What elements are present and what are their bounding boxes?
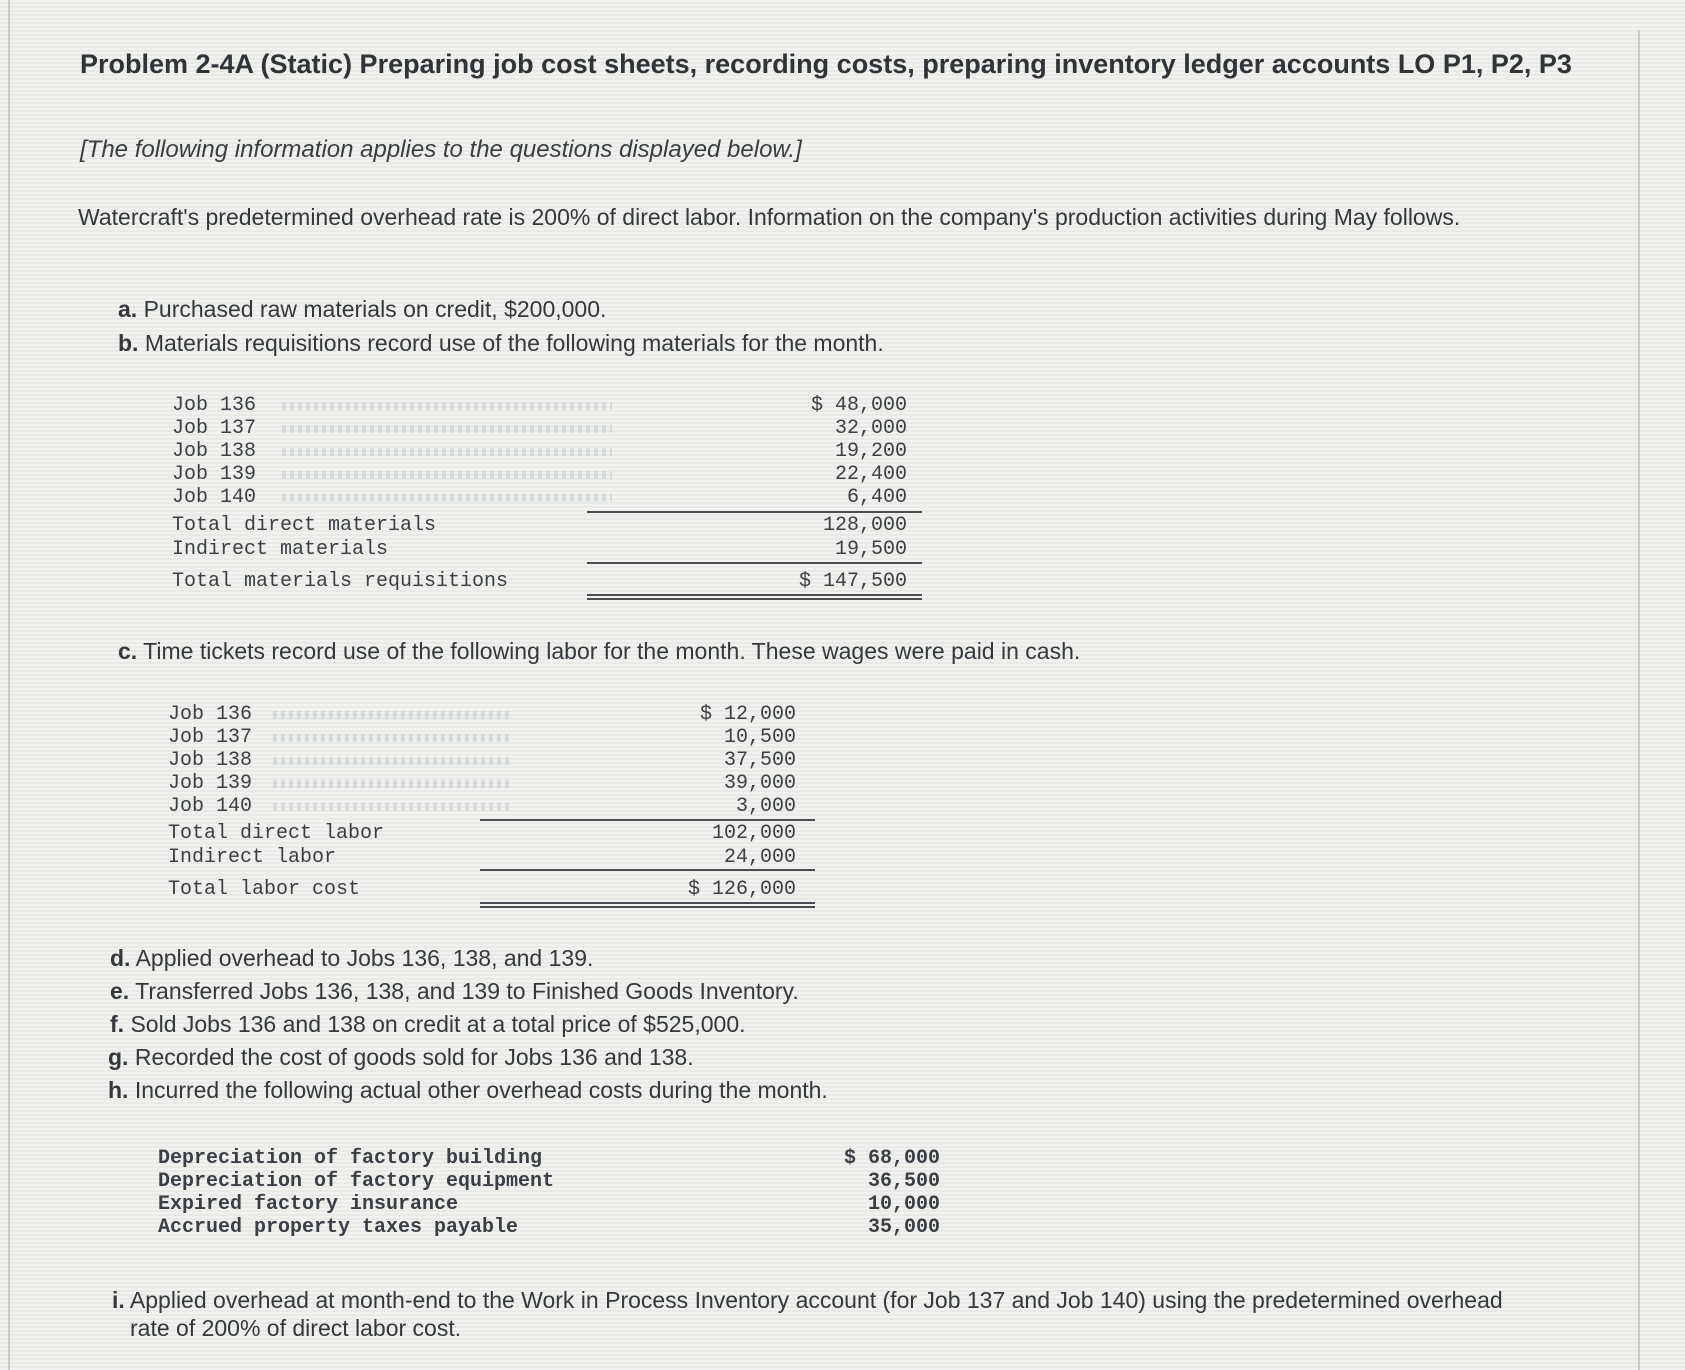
row-label: Total direct labor [168, 822, 385, 845]
row-label: Job 140 [172, 486, 257, 509]
row-label: Job 139 [172, 463, 257, 486]
step-letter: i. [112, 1287, 125, 1313]
step-letter: d. [110, 945, 131, 971]
row-value: 10,500 [723, 726, 796, 749]
step-g [108, 1043, 694, 1071]
dot-leader [273, 734, 513, 742]
dot-leader [282, 448, 612, 456]
step-d [110, 944, 593, 972]
table-row [172, 514, 907, 537]
info-note: [The following information applies to the questions displayed below.] [80, 136, 802, 163]
page-border-right [1638, 30, 1640, 1370]
row-label: Job 138 [168, 749, 253, 772]
row-value: 37,500 [723, 749, 796, 772]
row-value: 6,400 [846, 486, 907, 509]
step-text: Materials requisitions record use of the following materials for the month. [144, 330, 884, 356]
row-value: 36,500 [867, 1170, 940, 1193]
subtotal-rule [480, 869, 815, 871]
total-double-rule [587, 594, 922, 600]
row-value: 35,000 [867, 1216, 940, 1239]
row-value: $ 48,000 [810, 394, 907, 417]
row-label: Job 137 [168, 726, 253, 749]
step-text: Recorded the cost of goods sold for Jobs 136 and 138. [134, 1044, 694, 1070]
row-value: $ 126,000 [687, 878, 796, 901]
row-label: Job 140 [168, 795, 253, 818]
row-label: Total direct materials [172, 514, 437, 537]
table-row [158, 1193, 940, 1216]
table-row [172, 440, 907, 463]
row-value: 19,500 [834, 538, 907, 561]
step-letter: b. [118, 330, 139, 356]
overhead-table [158, 1147, 940, 1247]
row-label: Expired factory insurance [158, 1193, 459, 1216]
step-letter: a. [118, 296, 138, 322]
step-letter: f. [110, 1011, 125, 1037]
step-text: Applied overhead at month-end to the Work in Process Inventory account (for Job 137 and Job 140) using the predetermined overhead rate of 200% of direct labor cost. [129, 1287, 1503, 1341]
table-row [168, 703, 796, 726]
row-label: Depreciation of factory building [158, 1147, 543, 1170]
row-label: Accrued property taxes payable [158, 1216, 519, 1239]
row-label: Indirect materials [172, 538, 389, 561]
row-label: Indirect labor [168, 846, 337, 869]
step-text: Applied overhead to Jobs 136, 138, and 139. [135, 945, 594, 971]
dot-leader [273, 757, 513, 765]
row-value: 3,000 [735, 795, 796, 818]
table-row [172, 463, 907, 486]
problem-title: Problem 2-4A (Static) Preparing job cost sheets, recording costs, preparing inventory ledger accounts LO P1, P2, P3 [80, 49, 1572, 79]
step-b [118, 329, 884, 357]
row-label: Job 138 [172, 440, 257, 463]
step-letter: g. [108, 1044, 129, 1070]
row-value: $ 147,500 [798, 570, 907, 593]
row-value: 32,000 [834, 417, 907, 440]
step-letter: h. [108, 1077, 129, 1103]
table-row [172, 394, 907, 417]
row-value: 39,000 [723, 772, 796, 795]
step-c [118, 637, 1080, 665]
table-row [172, 486, 907, 509]
table-row [158, 1147, 940, 1170]
subtotal-rule [587, 562, 922, 564]
row-value: 24,000 [723, 846, 796, 869]
row-value: 19,200 [834, 440, 907, 463]
dot-leader [273, 711, 513, 719]
table-row [168, 822, 796, 845]
dot-leader [282, 402, 612, 410]
table-row [168, 878, 796, 901]
row-value: 22,400 [834, 463, 907, 486]
row-value: 102,000 [711, 822, 796, 845]
row-label: Job 137 [172, 417, 257, 440]
row-value: 10,000 [867, 1193, 940, 1216]
dot-leader [282, 494, 612, 502]
step-text: Incurred the following actual other overhead costs during the month. [134, 1077, 828, 1103]
row-label: Depreciation of factory equipment [158, 1170, 555, 1193]
total-double-rule [480, 902, 815, 908]
row-label: Job 136 [168, 703, 253, 726]
step-e [110, 977, 799, 1005]
dot-leader [273, 780, 513, 788]
dot-leader [273, 803, 513, 811]
labor-table [168, 703, 796, 913]
step-f [110, 1010, 746, 1038]
table-row [168, 749, 796, 772]
table-row [168, 846, 796, 869]
step-letter: c. [118, 638, 138, 664]
row-value: $ 68,000 [843, 1147, 940, 1170]
step-i [112, 1286, 1530, 1342]
table-row [172, 538, 907, 561]
row-value: $ 12,000 [699, 703, 796, 726]
step-letter: e. [110, 978, 130, 1004]
intro-paragraph: Watercraft's predetermined overhead rate is 200% of direct labor. Information on the company's production activities during May follows. [78, 204, 1461, 230]
table-row [158, 1216, 940, 1239]
table-row [168, 726, 796, 749]
step-text: Sold Jobs 136 and 138 on credit at a total price of $525,000. [130, 1011, 746, 1037]
step-h [108, 1076, 828, 1104]
subtotal-rule [480, 819, 815, 821]
row-label: Job 136 [172, 394, 257, 417]
dot-leader [282, 425, 612, 433]
subtotal-rule [587, 511, 922, 513]
step-text: Time tickets record use of the following labor for the month. These wages were paid in cash. [143, 638, 1081, 664]
step-text: Purchased raw materials on credit, $200,000. [143, 296, 607, 322]
step-a [118, 295, 606, 323]
step-text: Transferred Jobs 136, 138, and 139 to Finished Goods Inventory. [135, 978, 799, 1004]
row-label: Total labor cost [168, 878, 361, 901]
row-value: 128,000 [822, 514, 907, 537]
table-row [158, 1170, 940, 1193]
table-row [168, 795, 796, 818]
table-row [172, 570, 907, 593]
page-border-left [8, 0, 10, 1370]
row-label: Job 139 [168, 772, 253, 795]
dot-leader [282, 471, 612, 479]
table-row [168, 772, 796, 795]
materials-table [172, 394, 907, 604]
row-label: Total materials requisitions [172, 570, 509, 593]
table-row [172, 417, 907, 440]
